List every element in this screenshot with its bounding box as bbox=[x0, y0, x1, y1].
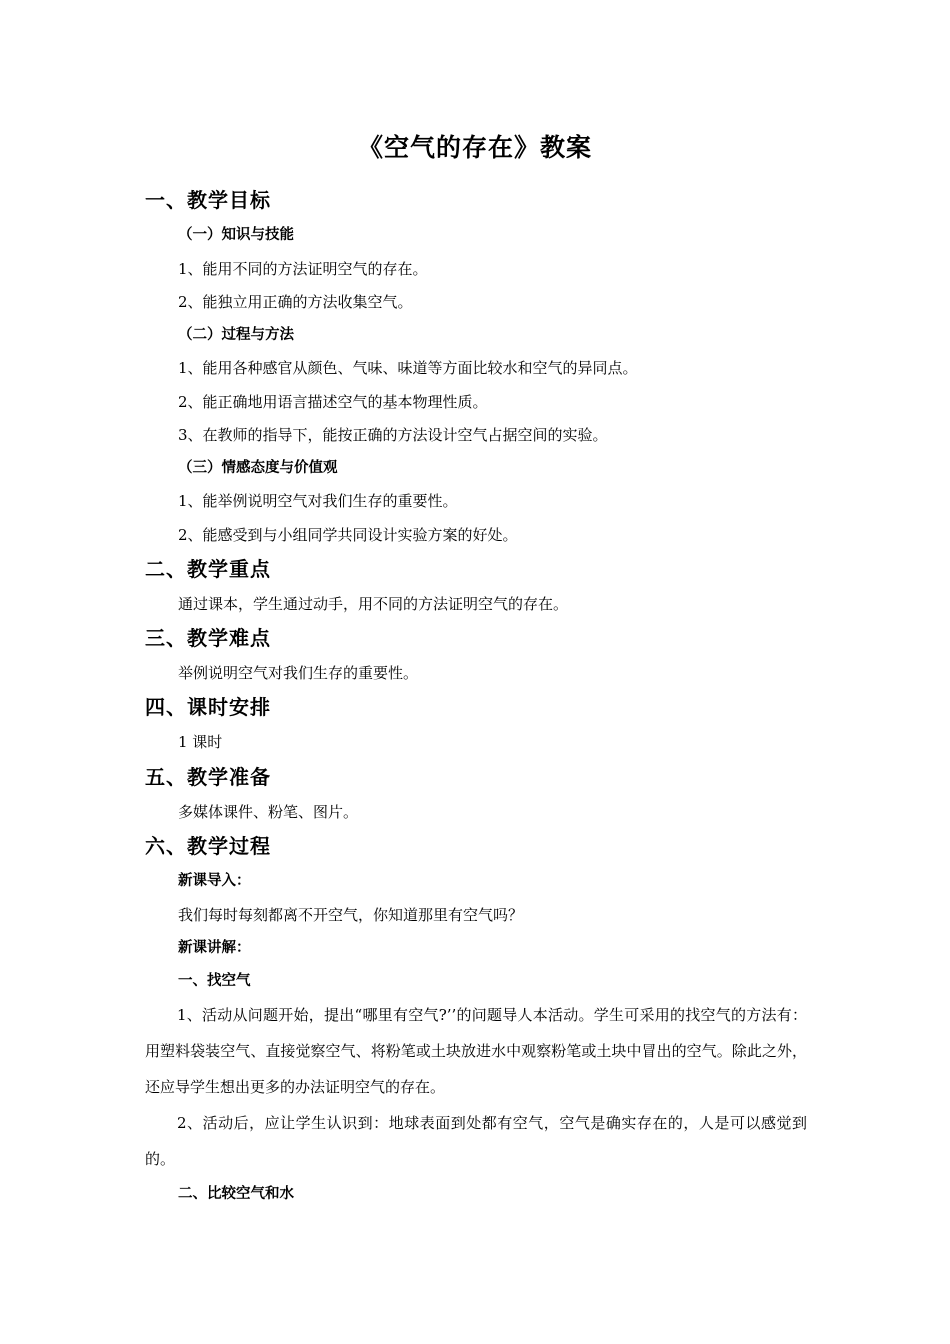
section-text: 多媒体课件、粉笔、图片。 bbox=[178, 803, 359, 821]
label-compare-air-water: 二、比较空气和水 bbox=[178, 1186, 294, 1202]
subheading-attitude-values: （三）情感态度与价值观 bbox=[178, 460, 338, 476]
section-text: 举例说明空气对我们生存的重要性。 bbox=[178, 664, 419, 682]
paragraph: 2、活动后，应让学生认识到：地球表面到处都有空气，空气是确实存在的，人是可以感觉到的。 bbox=[145, 1114, 807, 1168]
list-item: 1、能用不同的方法证明空气的存在。 bbox=[178, 260, 428, 278]
list-item: 1、能举例说明空气对我们生存的重要性。 bbox=[178, 492, 458, 510]
list-item: 2、能正确地用语言描述空气的基本物理性质。 bbox=[178, 393, 488, 411]
document-title: 《空气的存在》教案 bbox=[357, 133, 592, 162]
list-item: 3、在教师的指导下，能按正确的方法设计空气占据空间的实验。 bbox=[178, 426, 608, 444]
list-item: 1、能用各种感官从颜色、气味、味道等方面比较水和空气的异同点。 bbox=[178, 359, 638, 377]
section-text: 我们每时每刻都离不开空气，你知道那里有空气吗？ bbox=[178, 906, 524, 924]
section-heading-process: 六、教学过程 bbox=[145, 834, 271, 858]
section-heading-objectives: 一、教学目标 bbox=[145, 188, 271, 212]
label-new-lesson-lecture: 新课讲解： bbox=[178, 940, 251, 956]
section-heading-preparation: 五、教学准备 bbox=[145, 765, 271, 789]
subheading-process-method: （二）过程与方法 bbox=[178, 327, 294, 343]
section-heading-schedule: 四、课时安排 bbox=[145, 695, 271, 719]
paragraph: 1、活动从问题开始，提出“哪里有空气?’’的问题导人本活动。学生可采用的找空气的方法有：用塑料袋装空气、直接觉察空气、将粉笔或土块放进水中观察粉笔或土块中冒出的空气。除此之外，还应导学生想出更多的办法证明空气的存在。 bbox=[145, 1006, 807, 1096]
section-text: 通过课本，学生通过动手，用不同的方法证明空气的存在。 bbox=[178, 595, 569, 613]
list-item: 2、能感受到与小组同学共同设计实验方案的好处。 bbox=[178, 526, 518, 544]
section-heading-key-points: 二、教学重点 bbox=[145, 557, 271, 581]
section-heading-difficulties: 三、教学难点 bbox=[145, 626, 271, 650]
section-text: 1 课时 bbox=[178, 733, 223, 751]
label-find-air: 一、找空气 bbox=[178, 973, 251, 989]
subheading-knowledge-skills: （一）知识与技能 bbox=[178, 227, 294, 243]
label-new-lesson-intro: 新课导入： bbox=[178, 873, 251, 889]
list-item: 2、能独立用正确的方法收集空气。 bbox=[178, 293, 413, 311]
